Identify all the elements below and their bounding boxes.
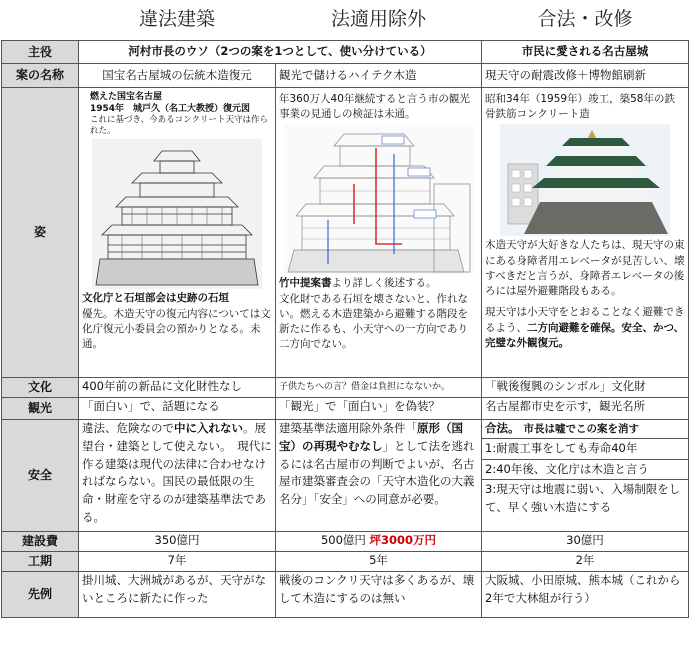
safety-illegal-a: 違法、危険なので bbox=[82, 421, 174, 435]
precedent-exempt: 戦後のコンクリ天守は多くあるが、壊して木造にするのは無い bbox=[276, 572, 482, 618]
row-precedent bbox=[2, 572, 689, 618]
comparison-table bbox=[1, 0, 689, 618]
safety-legal-head-b: 市長は嘘でこの案を消す bbox=[523, 423, 639, 435]
row-head-role: 主役 bbox=[2, 41, 79, 64]
row-head-safety: 安全 bbox=[2, 420, 79, 532]
safety-exempt-a: 建築基準法適用除外条件「 bbox=[279, 421, 417, 435]
safety-illegal bbox=[79, 420, 276, 532]
row-role bbox=[2, 41, 689, 64]
figure-exempt-note-bold: 竹中提案書 bbox=[279, 277, 332, 290]
safety-legal bbox=[482, 420, 689, 532]
column-header-legal: 合法・改修 bbox=[482, 0, 689, 41]
figure-illegal-note: 優先。木造天守の復元内容については文化庁復元小委員会の預かりとなる。未通。 bbox=[82, 307, 271, 351]
name-legal: 現天守の耐震改修＋博物館刷新 bbox=[482, 64, 689, 88]
cost-exempt bbox=[276, 532, 482, 552]
row-safety bbox=[2, 420, 689, 532]
row-cost bbox=[2, 532, 689, 552]
precedent-legal: 大阪城、小田原城、熊本城（これから2年で大林組が行う） bbox=[482, 572, 689, 618]
figure-illegal-note-bold: 文化庁と石垣部会は史跡の石垣 bbox=[82, 292, 229, 305]
castle-elevation-drawing bbox=[92, 139, 262, 289]
figure-legal-text-1: 昭和34年（1959年）竣工，築58年の鉄骨鉄筋コンクリート造 bbox=[485, 93, 675, 121]
figure-illegal bbox=[79, 88, 276, 378]
figure-legal-text-3a: 現天守は小天守をとおることなく避難できるよう、 bbox=[485, 306, 685, 334]
safety-legal-head bbox=[482, 420, 688, 439]
precedent-illegal: 掛川城、大洲城があるが、天守がないところに新たに作った bbox=[79, 572, 276, 618]
safety-legal-point-2: 2:40年後、文化庁は木造と言う bbox=[482, 460, 688, 481]
figure-legal bbox=[482, 88, 689, 378]
cost-legal: 30億円 bbox=[482, 532, 689, 552]
figure-exempt-note-head bbox=[279, 276, 478, 291]
figure-caption-3: これに基づき、今あるコンクリート天守は作られた。 bbox=[90, 115, 268, 137]
role-mayor: 河村市長のウソ（2つの案を1つとして、使い分けている） bbox=[79, 41, 482, 64]
figure-caption-2: 1954年 城戸久（名工大教授）復元図 bbox=[90, 103, 251, 114]
figure-exempt-text: 年360万人40年継続すると言う市の観光事業の見通しの検証は未通。 bbox=[279, 93, 470, 121]
cost-illegal: 350億円 bbox=[79, 532, 276, 552]
row-figure bbox=[2, 88, 689, 378]
column-header-illegal: 違法建築 bbox=[79, 0, 276, 41]
tourism-legal: 名古屋都市史を示す，観光名所 bbox=[482, 398, 689, 420]
row-head-precedent: 先例 bbox=[2, 572, 79, 618]
header-empty bbox=[2, 0, 79, 41]
period-illegal: 7年 bbox=[79, 552, 276, 572]
figure-legal-text-2: 木造天守が大好きな人たちは、現天守の東にある身障者用エレベータが見苦しい、壊すべきだと言うが、身障者エレベータの後ろには屋外避難階段もある。 bbox=[485, 239, 685, 298]
figure-exempt-note: 文化財である石垣を壊さないと、作れない。燃える木造建築から避難する階段を新たに作るも、小天守への一方向であり二方向でない。 bbox=[279, 292, 468, 351]
column-header-exempt: 法適用除外 bbox=[276, 0, 482, 41]
castle-photo bbox=[500, 124, 670, 236]
tourism-illegal: 「面白い」で、話題になる bbox=[79, 398, 276, 420]
role-castle: 市民に愛される名古屋城 bbox=[482, 41, 689, 64]
row-tourism bbox=[2, 398, 689, 420]
row-head-period: 工期 bbox=[2, 552, 79, 572]
period-exempt: 5年 bbox=[276, 552, 482, 572]
safety-exempt-b: 」として法を逃れるには名古屋市の判断でよいが、名古屋市建築審査会の「天守木造化の大義名分」「安全」への同意が必要。 bbox=[279, 438, 475, 507]
column-header-row bbox=[2, 0, 689, 41]
figure-caption-1: 燃えた国宝名古屋 bbox=[90, 92, 163, 102]
row-head-name: 案の名称 bbox=[2, 64, 79, 88]
cost-exempt-value: 500億円 bbox=[320, 533, 366, 547]
culture-exempt: 子供たちへの言？借金は負担になないか。 bbox=[276, 378, 482, 398]
safety-legal-point-1: 1:耐震工事をしても寿命40年 bbox=[482, 439, 688, 460]
tourism-exempt: 「観光」で「面白い」を偽装？ bbox=[276, 398, 482, 420]
safety-legal-point-3: 3:現天守は地震に弱い、入場制限をして、早く強い木造にする bbox=[485, 482, 681, 515]
row-name bbox=[2, 64, 689, 88]
safety-exempt bbox=[276, 420, 482, 532]
row-period bbox=[2, 552, 689, 572]
row-head-culture: 文化 bbox=[2, 378, 79, 398]
figure-exempt bbox=[276, 88, 482, 378]
row-head-figure: 姿 bbox=[2, 88, 79, 378]
figure-exempt-note-rest: より詳しく後述する。 bbox=[331, 277, 437, 290]
row-head-cost: 建設費 bbox=[2, 532, 79, 552]
figure-legal-text-3b: 二方向避難を確保。安全、かつ、完璧な外観復元。 bbox=[485, 321, 685, 349]
safety-exempt-a-bold: 原形（国宝）の再現やむなし bbox=[279, 421, 463, 453]
cost-exempt-per-tsubo: 坪3000万円 bbox=[369, 533, 437, 547]
period-legal: 2年 bbox=[482, 552, 689, 572]
culture-legal: 「戦後復興のシンボル」文化財 bbox=[482, 378, 689, 398]
name-exempt: 観光で儲けるハイテク木造 bbox=[276, 64, 482, 88]
safety-illegal-a-bold: 中に入れない bbox=[174, 421, 243, 435]
castle-section-drawing bbox=[284, 124, 474, 274]
safety-illegal-b: 。展望台・建築として使えない。 現代に作る建築は現代の法律に合わせなければならない。国民の最低限の生命・財産を守るのが建築基準法である。 bbox=[82, 421, 272, 525]
name-illegal: 国宝名古屋城の伝統木造復元 bbox=[79, 64, 276, 88]
safety-legal-head-a: 合法。 bbox=[485, 421, 520, 435]
culture-illegal: 400年前の新品に文化財性なし bbox=[79, 378, 276, 398]
row-head-tourism: 観光 bbox=[2, 398, 79, 420]
figure-legal-text-3 bbox=[485, 305, 685, 351]
row-culture bbox=[2, 378, 689, 398]
